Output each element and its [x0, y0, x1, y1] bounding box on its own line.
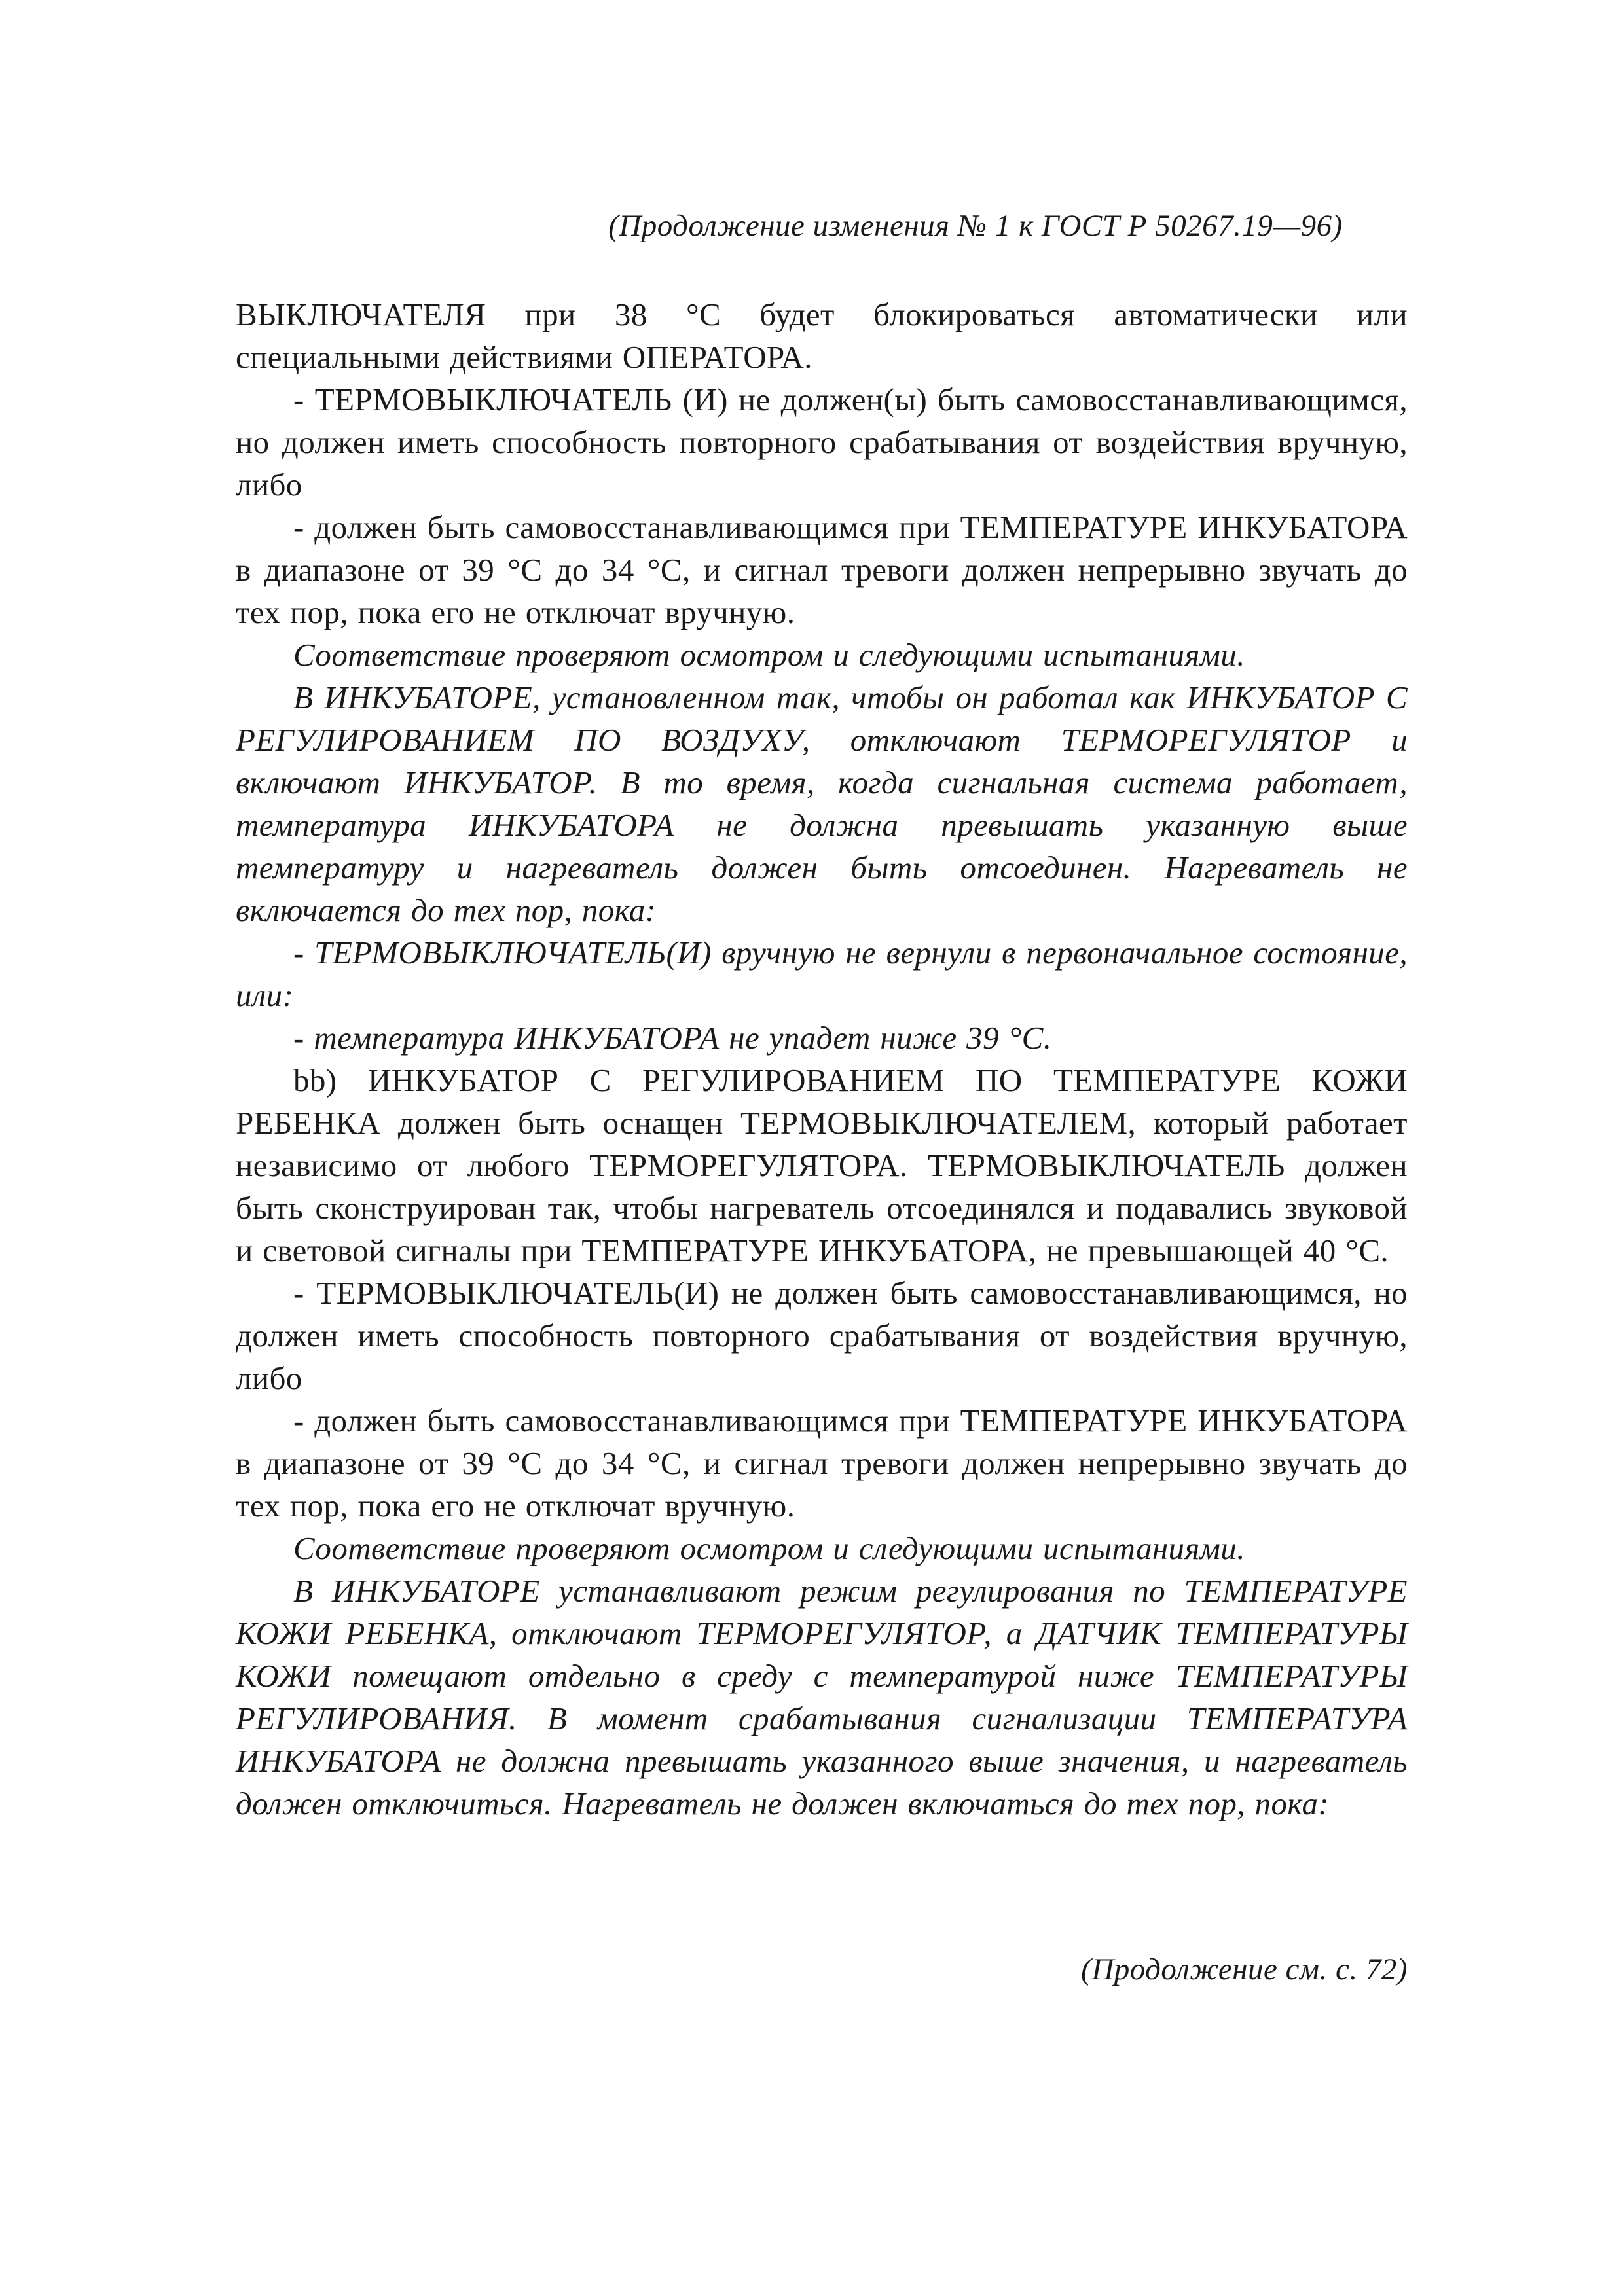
paragraph: - должен быть самовосстанавливающимся при ТЕМПЕРАТУРЕ ИНКУБАТОРА в диапазоне от 39 °С до 34 °С, и сигнал тревоги должен непрерывно звучать до тех пор, пока его не отключат вручную.: [236, 509, 1408, 630]
page-header: (Продолжение изменения № 1 к ГОСТ Р 50267.19—96): [608, 209, 1343, 243]
paragraph: - температура ИНКУБАТОРА не упадет ниже 39 °С.: [293, 1020, 1052, 1056]
paragraph: Соответствие проверяют осмотром и следующими испытаниями.: [293, 1530, 1245, 1566]
paragraph: В ИНКУБАТОРЕ устанавливают режим регулирования по ТЕМПЕРАТУРЕ КОЖИ РЕБЕНКА, отключают ТЕРМОРЕГУЛЯТОР, а ДАТЧИК ТЕМПЕРАТУРЫ КОЖИ помещают отдельно в среду с температурой ниже ТЕМПЕРАТУРЫ РЕГУЛИРОВАНИЯ. В момент срабатывания сигнализации ТЕМПЕРАТУРА ИНКУБАТОРА не должна превышать указанного выше значения, и нагреватель должен отключиться. Нагреватель не должен включаться до тех пор, пока:: [236, 1573, 1408, 1821]
paragraph: Соответствие проверяют осмотром и следующими испытаниями.: [293, 637, 1245, 673]
page-footer: (Продолжение см. с. 72): [1081, 1952, 1408, 1986]
paragraph: bb) ИНКУБАТОР С РЕГУЛИРОВАНИЕМ ПО ТЕМПЕРАТУРЕ КОЖИ РЕБЕНКА должен быть оснащен ТЕРМОВЫКЛЮЧАТЕЛЕМ, который работает независимо от любого ТЕРМОРЕГУЛЯТОРА. ТЕРМОВЫКЛЮЧАТЕЛЬ должен быть сконструирован так, чтобы нагреватель отсоединялся и подавались звуковой и световой сигналы при ТЕМПЕРАТУРЕ ИНКУБАТОРА, не превышающей 40 °С.: [236, 1062, 1408, 1268]
paragraph: - ТЕРМОВЫКЛЮЧАТЕЛЬ(И) вручную не вернули в первоначальное состояние, или:: [236, 935, 1408, 1013]
paragraph: - должен быть самовосстанавливающимся при ТЕМПЕРАТУРЕ ИНКУБАТОРА в диапазоне от 39 °С до 34 °С, и сигнал тревоги должен непрерывно звучать до тех пор, пока его не отключат вручную.: [236, 1403, 1408, 1524]
paragraph: - ТЕРМОВЫКЛЮЧАТЕЛЬ (И) не должен(ы) быть самовосстанавливающимся, но должен иметь способность повторного срабатывания от воздействия вручную, либо: [236, 382, 1408, 503]
paragraph: В ИНКУБАТОРЕ, установленном так, чтобы он работал как ИНКУБАТОР С РЕГУЛИРОВАНИЕМ ПО ВОЗДУХУ, отключают ТЕРМОРЕГУЛЯТОР и включают ИНКУБАТОР. В то время, когда сигнальная система работает, температура ИНКУБАТОРА не должна превышать указанную выше температуру и нагреватель должен быть отсоединен. Нагреватель не включается до тех пор, пока:: [236, 679, 1408, 928]
paragraph: ВЫКЛЮЧАТЕЛЯ при 38 °С будет блокироваться автоматически или специальными действиями ОПЕРАТОРА.: [236, 296, 1408, 375]
document-body: [236, 293, 1408, 1825]
paragraph: - ТЕРМОВЫКЛЮЧАТЕЛЬ(И) не должен быть самовосстанавливающимся, но должен иметь способность повторного срабатывания от воздействия вручную, либо: [236, 1275, 1408, 1396]
